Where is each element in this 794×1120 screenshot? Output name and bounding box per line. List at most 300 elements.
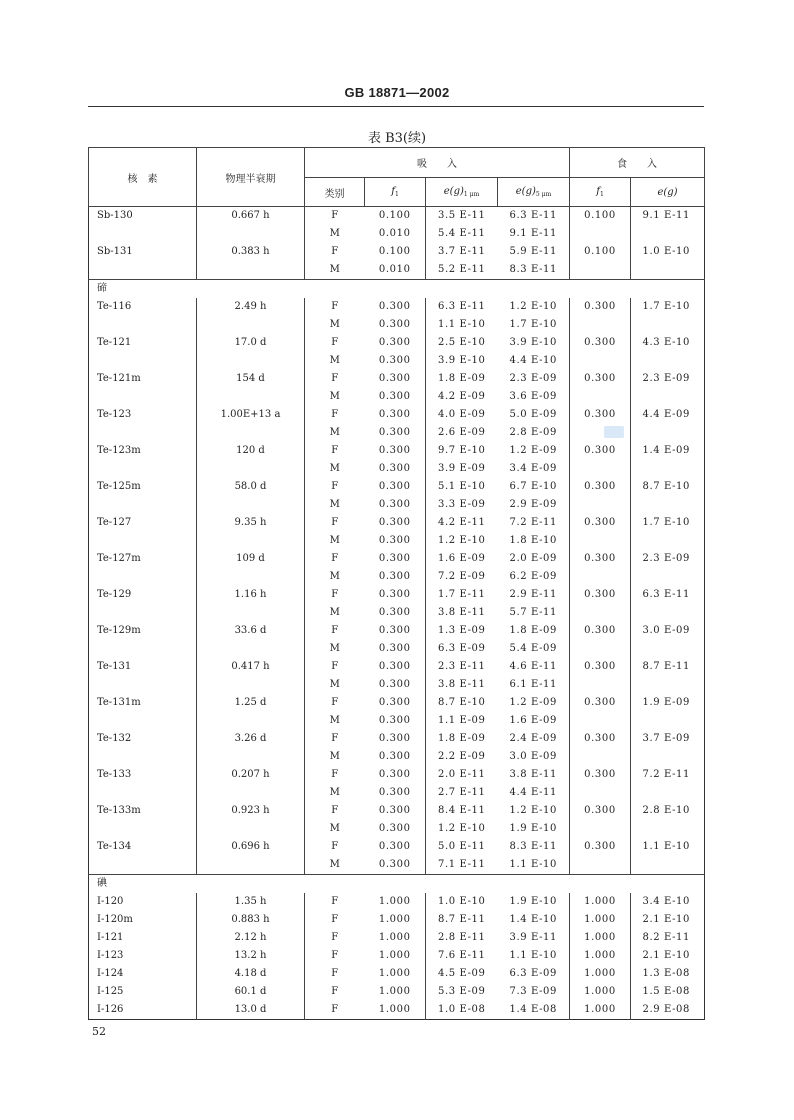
f1-ingestion-cell <box>570 712 631 730</box>
f1-inhalation-cell: 0.300 <box>365 568 426 586</box>
f1-ingestion-cell: 1.000 <box>570 947 631 965</box>
table-row <box>89 586 705 604</box>
dose-coefficient-table <box>88 147 705 1020</box>
f1-ingestion-cell: 0.300 <box>570 442 631 460</box>
eg-ingestion-cell <box>631 784 705 802</box>
half-life-cell <box>197 460 305 478</box>
eg-1um-cell: 6.3 E-09 <box>438 643 486 654</box>
nuclide-cell <box>89 712 197 730</box>
f1-ingestion-cell: 0.300 <box>570 334 631 352</box>
table-row <box>89 243 705 261</box>
eg-1um-cell: 2.3 E-11 <box>438 661 486 672</box>
eg-1um-cell: 1.1 E-09 <box>438 715 486 726</box>
f1-inhalation-cell: 0.300 <box>365 460 426 478</box>
eg-ingestion-cell: 6.3 E-11 <box>642 589 690 600</box>
eg-1um-cell: 5.0 E-11 <box>438 841 486 852</box>
half-life-cell: 2.12 h <box>197 929 305 947</box>
table-row <box>89 370 705 388</box>
eg-1um-cell: 8.7 E-10 <box>438 697 486 708</box>
nuclide-cell: I-121 <box>89 929 197 947</box>
eg-5um-cell: 5.4 E-09 <box>498 640 570 658</box>
type-cell: M <box>329 228 340 239</box>
f1-ingestion-cell: 0.300 <box>570 550 631 568</box>
nuclide-cell: Sb-130 <box>89 207 197 226</box>
type-cell: M <box>329 319 340 330</box>
half-life-cell: 60.1 d <box>197 983 305 1001</box>
half-life-cell: 1.35 h <box>197 893 305 911</box>
f1-inhalation-cell: 0.300 <box>365 586 426 604</box>
eg-1um-cell: 7.6 E-11 <box>438 950 486 961</box>
eg-1um-cell: 1.1 E-10 <box>438 319 486 330</box>
f1-inhalation-cell: 1.000 <box>365 929 426 947</box>
eg-1um-cell: 4.2 E-11 <box>438 517 486 528</box>
eg-1um-cell: 9.7 E-10 <box>438 445 486 456</box>
eg-5um-cell: 1.8 E-09 <box>498 622 570 640</box>
f1-inhalation-cell: 0.300 <box>365 424 426 442</box>
f1-ingestion-cell: 0.300 <box>570 298 631 316</box>
eg-ingestion-cell: 3.7 E-09 <box>642 733 690 744</box>
eg-5um-cell: 2.4 E-09 <box>498 730 570 748</box>
eg-ingestion-cell <box>631 388 705 406</box>
col-header-f1-ingestion <box>570 178 631 207</box>
table-row <box>89 316 705 334</box>
f1-ingestion-cell <box>570 388 631 406</box>
nuclide-cell: Te-131 <box>89 658 197 676</box>
eg-5um-cell: 6.7 E-10 <box>498 478 570 496</box>
eg-ingestion-cell: 1.4 E-09 <box>642 445 690 456</box>
table-row <box>89 550 705 568</box>
eg-ingestion-cell <box>631 748 705 766</box>
nuclide-cell <box>89 352 197 370</box>
type-cell: M <box>329 679 340 690</box>
eg-1um-cell: 3.5 E-11 <box>438 210 486 221</box>
nuclide-cell <box>89 225 197 243</box>
f1-inhalation-cell: 0.300 <box>365 658 426 676</box>
f1-symbol: f <box>391 186 395 197</box>
f1-inhalation-cell: 0.300 <box>365 514 426 532</box>
col-header-inhalation: 吸 入 <box>305 148 570 178</box>
eg-ingestion-cell <box>631 352 705 370</box>
half-life-cell <box>197 748 305 766</box>
type-cell: M <box>329 391 340 402</box>
eg-subscript: 5 μm <box>535 191 552 198</box>
eg-1um-cell: 8.4 E-11 <box>438 805 486 816</box>
eg-symbol: e(g) <box>443 186 464 197</box>
half-life-cell <box>197 225 305 243</box>
eg-ingestion-cell <box>631 604 705 622</box>
f1-ingestion-cell <box>570 261 631 280</box>
f1-inhalation-cell: 0.300 <box>365 388 426 406</box>
eg-symbol: e(g) <box>515 186 536 197</box>
eg-1um-cell: 4.2 E-09 <box>438 391 486 402</box>
f1-inhalation-cell: 1.000 <box>365 911 426 929</box>
f1-inhalation-cell: 0.300 <box>365 352 426 370</box>
type-cell: M <box>329 499 340 510</box>
eg-1um-cell: 3.3 E-09 <box>438 499 486 510</box>
half-life-cell: 0.883 h <box>197 911 305 929</box>
table-row <box>89 784 705 802</box>
half-life-cell: 1.16 h <box>197 586 305 604</box>
f1-inhalation-cell: 0.300 <box>365 550 426 568</box>
table-caption: 表 B3(续) <box>367 131 427 146</box>
f1-inhalation-cell: 0.300 <box>365 640 426 658</box>
table-container <box>88 147 704 1020</box>
eg-5um-cell: 6.3 E-11 <box>498 207 570 226</box>
f1-inhalation-cell: 0.300 <box>365 370 426 388</box>
f1-ingestion-cell: 0.300 <box>570 694 631 712</box>
f1-inhalation-cell: 0.300 <box>365 802 426 820</box>
col-header-ingestion: 食 入 <box>570 148 705 178</box>
eg-5um-cell: 5.7 E-11 <box>498 604 570 622</box>
half-life-cell <box>197 784 305 802</box>
half-life-cell: 0.696 h <box>197 838 305 856</box>
half-life-cell: 13.2 h <box>197 947 305 965</box>
nuclide-cell <box>89 261 197 280</box>
eg-ingestion-cell: 7.2 E-11 <box>642 769 690 780</box>
eg-5um-cell: 3.9 E-11 <box>498 929 570 947</box>
f1-subscript: 1 <box>394 191 399 198</box>
half-life-cell: 2.49 h <box>197 298 305 316</box>
eg-1um-cell: 8.7 E-11 <box>438 914 486 925</box>
type-cell: F <box>331 589 339 600</box>
half-life-cell <box>197 640 305 658</box>
eg-1um-cell: 1.8 E-09 <box>438 733 486 744</box>
eg-ingestion-cell <box>631 424 705 442</box>
eg-ingestion-cell: 2.9 E-08 <box>642 1004 690 1015</box>
eg-5um-cell: 3.4 E-09 <box>498 460 570 478</box>
eg-5um-cell: 1.1 E-10 <box>498 947 570 965</box>
element-group-label: 碘 <box>89 875 705 894</box>
nuclide-cell: Te-129m <box>89 622 197 640</box>
type-cell: M <box>329 264 340 275</box>
eg-5um-cell: 9.1 E-11 <box>498 225 570 243</box>
eg-1um-cell: 2.7 E-11 <box>438 787 486 798</box>
eg-ingestion-cell: 1.5 E-08 <box>642 986 690 997</box>
f1-inhalation-cell: 0.300 <box>365 604 426 622</box>
nuclide-cell: Te-127 <box>89 514 197 532</box>
header-rule <box>88 106 704 107</box>
table-row <box>89 532 705 550</box>
f1-ingestion-cell <box>570 604 631 622</box>
table-row <box>89 460 705 478</box>
eg-5um-cell: 1.2 E-09 <box>498 694 570 712</box>
eg-1um-cell: 1.8 E-09 <box>438 373 486 384</box>
type-cell: F <box>331 914 339 925</box>
f1-ingestion-cell: 1.000 <box>570 965 631 983</box>
table-row <box>89 225 705 243</box>
half-life-cell: 1.25 d <box>197 694 305 712</box>
type-cell: F <box>331 246 339 257</box>
eg-5um-cell: 1.6 E-09 <box>498 712 570 730</box>
f1-inhalation-cell: 0.100 <box>365 207 426 226</box>
half-life-cell: 13.0 d <box>197 1001 305 1020</box>
f1-ingestion-cell: 0.300 <box>570 478 631 496</box>
eg-1um-cell: 5.2 E-11 <box>438 264 486 275</box>
eg-ingestion-cell <box>631 261 705 280</box>
half-life-cell <box>197 604 305 622</box>
eg-ingestion-cell: 2.1 E-10 <box>642 950 690 961</box>
table-body <box>89 207 705 1020</box>
half-life-cell: 1.00E+13 a <box>197 406 305 424</box>
f1-ingestion-cell <box>570 784 631 802</box>
nuclide-cell: Te-132 <box>89 730 197 748</box>
eg-ingestion-cell <box>631 640 705 658</box>
page-number: 52 <box>92 1025 106 1038</box>
eg-5um-cell: 5.9 E-11 <box>498 243 570 261</box>
type-cell: F <box>331 733 339 744</box>
f1-inhalation-cell: 0.300 <box>365 820 426 838</box>
eg-1um-cell: 1.2 E-10 <box>438 823 486 834</box>
eg-1um-cell: 4.5 E-09 <box>438 968 486 979</box>
eg-ingestion-cell: 2.1 E-10 <box>642 914 690 925</box>
type-cell: M <box>329 823 340 834</box>
eg-ingestion-cell: 2.3 E-09 <box>642 553 690 564</box>
eg-5um-cell: 1.7 E-10 <box>498 316 570 334</box>
eg-1um-cell: 5.1 E-10 <box>438 481 486 492</box>
eg-5um-cell: 4.4 E-10 <box>498 352 570 370</box>
table-row <box>89 893 705 911</box>
f1-inhalation-cell: 0.300 <box>365 748 426 766</box>
half-life-cell <box>197 496 305 514</box>
f1-ingestion-cell: 1.000 <box>570 983 631 1001</box>
f1-ingestion-cell <box>570 820 631 838</box>
eg-1um-cell: 3.8 E-11 <box>438 679 486 690</box>
type-cell: F <box>331 661 339 672</box>
type-cell: F <box>331 769 339 780</box>
eg-ingestion-cell <box>631 856 705 875</box>
f1-inhalation-cell: 0.300 <box>365 316 426 334</box>
type-cell: F <box>331 1004 339 1015</box>
col-header-eg-ingestion <box>631 178 705 207</box>
type-cell: F <box>331 968 339 979</box>
table-row <box>89 748 705 766</box>
table-row <box>89 207 705 226</box>
nuclide-cell: Te-127m <box>89 550 197 568</box>
f1-ingestion-cell <box>570 676 631 694</box>
nuclide-cell: Te-133m <box>89 802 197 820</box>
nuclide-cell: Te-123m <box>89 442 197 460</box>
f1-inhalation-cell: 0.300 <box>365 856 426 875</box>
half-life-cell <box>197 532 305 550</box>
eg-5um-cell: 1.9 E-10 <box>498 820 570 838</box>
half-life-cell <box>197 712 305 730</box>
nuclide-cell: Te-125m <box>89 478 197 496</box>
table-row <box>89 856 705 875</box>
table-row <box>89 640 705 658</box>
eg-1um-cell: 3.9 E-09 <box>438 463 486 474</box>
nuclide-cell <box>89 784 197 802</box>
table-row <box>89 929 705 947</box>
f1-inhalation-cell: 0.300 <box>365 622 426 640</box>
eg-subscript: 1 μm <box>463 191 480 198</box>
table-row <box>89 694 705 712</box>
table-row <box>89 983 705 1001</box>
nuclide-cell: I-120 <box>89 893 197 911</box>
eg-5um-cell: 1.2 E-09 <box>498 442 570 460</box>
f1-inhalation-cell: 0.300 <box>365 532 426 550</box>
eg-1um-cell: 1.3 E-09 <box>438 625 486 636</box>
f1-ingestion-cell <box>570 532 631 550</box>
nuclide-cell: I-126 <box>89 1001 197 1020</box>
table-row <box>89 298 705 316</box>
eg-ingestion-cell: 2.8 E-10 <box>642 805 690 816</box>
half-life-cell: 109 d <box>197 550 305 568</box>
nuclide-cell <box>89 568 197 586</box>
table-row <box>89 965 705 983</box>
eg-5um-cell: 1.4 E-08 <box>498 1001 570 1020</box>
type-cell: F <box>331 697 339 708</box>
type-cell: F <box>331 481 339 492</box>
nuclide-cell: I-123 <box>89 947 197 965</box>
f1-inhalation-cell: 0.300 <box>365 838 426 856</box>
half-life-cell: 0.417 h <box>197 658 305 676</box>
eg-5um-cell: 6.1 E-11 <box>498 676 570 694</box>
f1-subscript: 1 <box>599 191 604 198</box>
f1-inhalation-cell: 1.000 <box>365 947 426 965</box>
half-life-cell <box>197 388 305 406</box>
table-row <box>89 911 705 929</box>
nuclide-cell <box>89 460 197 478</box>
f1-ingestion-cell: 0.100 <box>570 243 631 261</box>
table-row <box>89 352 705 370</box>
eg-ingestion-cell: 8.7 E-11 <box>642 661 690 672</box>
f1-ingestion-cell: 0.300 <box>570 838 631 856</box>
eg-5um-cell: 2.9 E-09 <box>498 496 570 514</box>
eg-5um-cell: 3.0 E-09 <box>498 748 570 766</box>
f1-ingestion-cell: 0.300 <box>570 622 631 640</box>
eg-5um-cell: 1.2 E-10 <box>498 298 570 316</box>
type-cell: F <box>331 805 339 816</box>
f1-ingestion-cell: 0.300 <box>570 766 631 784</box>
eg-5um-cell: 1.4 E-10 <box>498 911 570 929</box>
element-group-label: 碲 <box>89 280 705 299</box>
half-life-cell: 58.0 d <box>197 478 305 496</box>
type-cell: F <box>331 373 339 384</box>
type-cell: F <box>331 986 339 997</box>
f1-ingestion-cell: 1.000 <box>570 911 631 929</box>
type-cell: M <box>329 643 340 654</box>
half-life-cell: 0.383 h <box>197 243 305 261</box>
f1-ingestion-cell <box>570 640 631 658</box>
col-header-type: 类别 <box>305 178 365 207</box>
eg-ingestion-cell: 8.7 E-10 <box>642 481 690 492</box>
nuclide-cell: Sb-131 <box>89 243 197 261</box>
eg-1um-cell: 4.0 E-09 <box>438 409 486 420</box>
half-life-cell <box>197 424 305 442</box>
type-cell: M <box>329 751 340 762</box>
type-cell: F <box>331 517 339 528</box>
f1-inhalation-cell: 0.300 <box>365 442 426 460</box>
nuclide-cell: Te-131m <box>89 694 197 712</box>
eg-5um-cell: 7.2 E-11 <box>498 514 570 532</box>
f1-ingestion-cell <box>570 496 631 514</box>
table-row <box>89 478 705 496</box>
eg-symbol: e(g) <box>657 186 678 198</box>
half-life-cell: 0.667 h <box>197 207 305 226</box>
half-life-cell <box>197 856 305 875</box>
half-life-cell: 3.26 d <box>197 730 305 748</box>
table-row <box>89 568 705 586</box>
half-life-cell: 9.35 h <box>197 514 305 532</box>
eg-5um-cell: 8.3 E-11 <box>498 261 570 280</box>
table-row <box>89 406 705 424</box>
table-row <box>89 766 705 784</box>
table-row <box>89 947 705 965</box>
eg-5um-cell: 1.8 E-10 <box>498 532 570 550</box>
nuclide-cell: Te-133 <box>89 766 197 784</box>
f1-ingestion-cell <box>570 225 631 243</box>
half-life-cell: 154 d <box>197 370 305 388</box>
table-row <box>89 730 705 748</box>
eg-ingestion-cell: 1.9 E-09 <box>642 697 690 708</box>
eg-1um-cell: 1.0 E-08 <box>438 1004 486 1015</box>
table-row <box>89 622 705 640</box>
type-cell: M <box>329 859 340 870</box>
table-row <box>89 820 705 838</box>
type-cell: F <box>331 337 339 348</box>
eg-5um-cell: 1.2 E-10 <box>498 802 570 820</box>
f1-ingestion-cell: 0.100 <box>570 207 631 226</box>
eg-1um-cell: 5.4 E-11 <box>438 228 486 239</box>
half-life-cell <box>197 316 305 334</box>
eg-5um-cell: 4.4 E-11 <box>498 784 570 802</box>
nuclide-cell <box>89 820 197 838</box>
type-cell: F <box>331 409 339 420</box>
f1-inhalation-cell: 0.300 <box>365 496 426 514</box>
f1-symbol: f <box>596 186 600 197</box>
f1-ingestion-cell <box>570 352 631 370</box>
nuclide-cell: Te-134 <box>89 838 197 856</box>
half-life-cell: 17.0 d <box>197 334 305 352</box>
type-cell: M <box>329 463 340 474</box>
element-group-row <box>89 280 705 299</box>
eg-1um-cell: 1.0 E-10 <box>438 896 486 907</box>
table-row <box>89 442 705 460</box>
type-cell: F <box>331 932 339 943</box>
f1-ingestion-cell <box>570 568 631 586</box>
eg-ingestion-cell: 1.3 E-08 <box>642 968 690 979</box>
nuclide-cell <box>89 604 197 622</box>
f1-inhalation-cell: 0.010 <box>365 261 426 280</box>
eg-5um-cell: 1.1 E-10 <box>498 856 570 875</box>
eg-1um-cell: 7.2 E-09 <box>438 571 486 582</box>
type-cell: M <box>329 427 340 438</box>
f1-inhalation-cell: 0.300 <box>365 784 426 802</box>
col-header-eg-1um <box>426 178 498 207</box>
type-cell: M <box>329 571 340 582</box>
eg-ingestion-cell: 4.4 E-09 <box>642 409 690 420</box>
f1-ingestion-cell: 0.300 <box>570 730 631 748</box>
eg-1um-cell: 2.2 E-09 <box>438 751 486 762</box>
table-row <box>89 514 705 532</box>
nuclide-cell: Te-129 <box>89 586 197 604</box>
half-life-cell: 0.923 h <box>197 802 305 820</box>
eg-1um-cell: 1.6 E-09 <box>438 553 486 564</box>
f1-inhalation-cell: 0.300 <box>365 334 426 352</box>
eg-5um-cell: 1.9 E-10 <box>498 893 570 911</box>
type-cell: F <box>331 896 339 907</box>
table-row <box>89 712 705 730</box>
col-header-f1-inhalation <box>365 178 426 207</box>
nuclide-cell: Te-121 <box>89 334 197 352</box>
table-row <box>89 802 705 820</box>
f1-inhalation-cell: 0.300 <box>365 478 426 496</box>
f1-ingestion-cell: 0.300 <box>570 406 631 424</box>
type-cell: F <box>331 950 339 961</box>
eg-ingestion-cell: 4.3 E-10 <box>642 337 690 348</box>
type-cell: M <box>329 715 340 726</box>
eg-1um-cell: 3.9 E-10 <box>438 355 486 366</box>
